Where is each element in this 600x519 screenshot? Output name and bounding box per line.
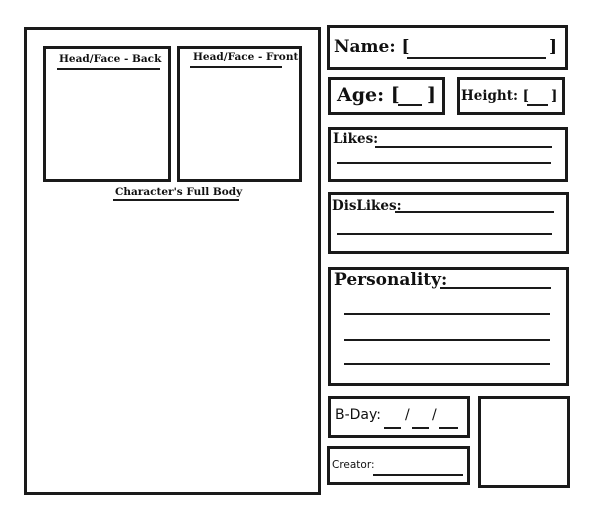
full-body-underline (113, 199, 239, 201)
personality-line-3 (344, 339, 550, 341)
personality-line-4 (344, 363, 550, 365)
head-back-box[interactable] (43, 46, 171, 182)
bday-separator-2: / (432, 407, 437, 423)
full-body-label: Character's Full Body (115, 186, 243, 198)
bday-day-blank (412, 427, 429, 429)
head-back-label: Head/Face - Back (59, 53, 162, 65)
head-back-underline (57, 68, 160, 70)
likes-line-2 (337, 162, 551, 164)
age-blank (398, 104, 422, 106)
creator-label: Creator: (332, 459, 375, 471)
likes-label: Likes: (333, 131, 379, 147)
dislikes-line-1 (395, 211, 554, 213)
name-blank (407, 57, 546, 59)
dislikes-line-2 (337, 233, 552, 235)
name-label: Name: [ (334, 37, 410, 57)
portrait-box[interactable] (478, 396, 570, 488)
personality-line-1 (440, 287, 551, 289)
creator-blank (373, 474, 463, 476)
head-front-underline (190, 66, 282, 68)
height-close-bracket: ] (551, 88, 558, 104)
age-close-bracket: ] (427, 84, 436, 106)
likes-line-1 (375, 146, 552, 148)
bday-year-blank (439, 427, 458, 429)
height-blank (527, 104, 548, 106)
age-label: Age: [ (337, 84, 400, 106)
personality-label: Personality: (334, 270, 448, 290)
personality-line-2 (344, 313, 550, 315)
head-front-label: Head/Face - Front (193, 51, 299, 63)
bday-month-blank (384, 427, 401, 429)
dislikes-label: DisLikes: (332, 198, 402, 214)
name-close-bracket: ] (549, 37, 558, 57)
height-label: Height: [ (461, 88, 530, 104)
bday-separator-1: / (405, 407, 410, 423)
bday-label: B-Day: (335, 407, 381, 423)
